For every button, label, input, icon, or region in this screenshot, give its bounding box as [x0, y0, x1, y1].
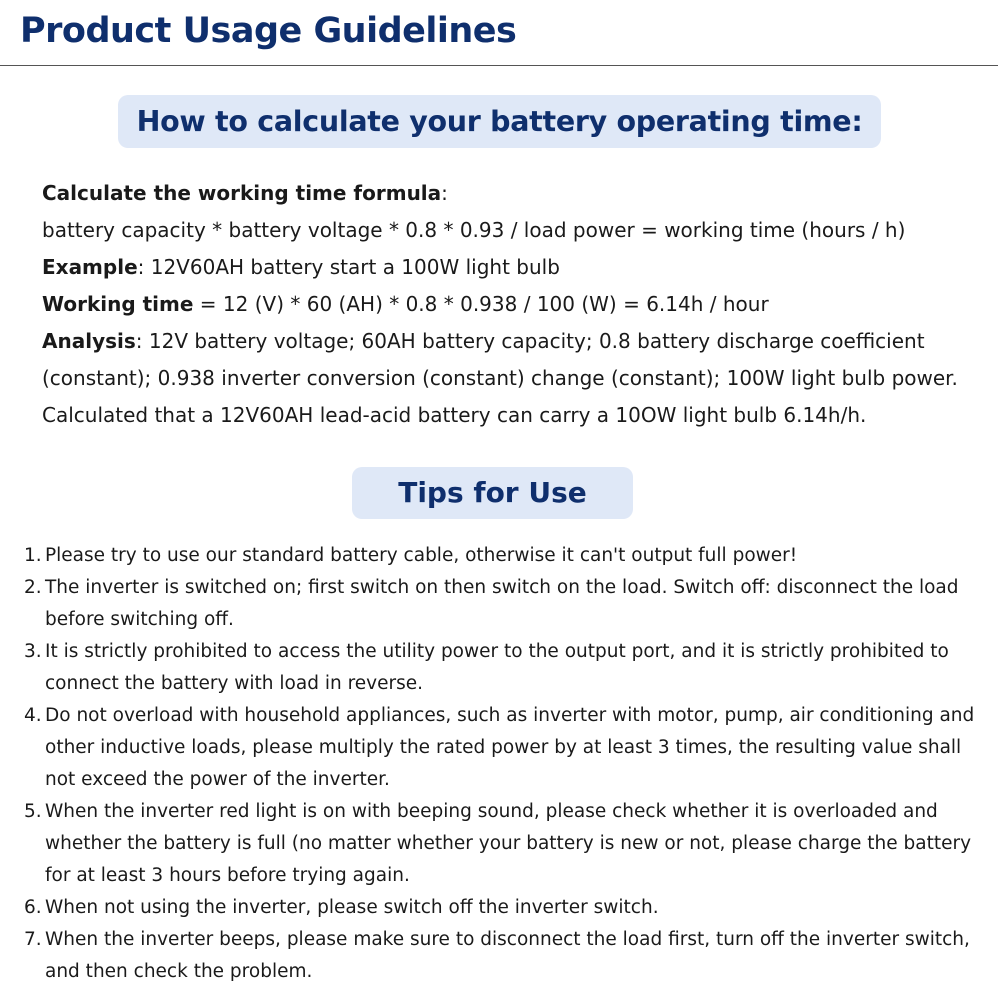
list-item: [24, 540, 984, 572]
working-time-line: [42, 286, 982, 323]
list-item-text: When the inverter beeps, please make sure to disconnect the load first, turn off the inverter switch, and then check the problem.: [45, 929, 970, 982]
page-title: Product Usage Guidelines: [20, 11, 517, 51]
list-item: [24, 796, 984, 892]
list-item-number: 1.: [24, 545, 42, 566]
example-text: : 12V60AH battery start a 100W light bulb: [137, 255, 560, 279]
list-item-number: 6.: [24, 897, 42, 918]
list-item-text: When not using the inverter, please switch off the inverter switch.: [45, 897, 659, 918]
analysis-text-1: : 12V battery voltage; 60AH battery capacity; 0.8 battery discharge coefficient: [135, 329, 925, 353]
analysis-label: Analysis: [42, 329, 136, 353]
list-item-text: Do not overload with household appliances, such as inverter with motor, pump, air conditioning and other inductive loads, please multiply the rated power by at least 3 times, the resulting value shall not exceed the power of the inverter.: [45, 705, 975, 790]
formula-label: Calculate the working time formula: [42, 181, 442, 205]
list-item-text: When the inverter red light is on with beeping sound, please check whether it is overloaded and whether the battery is full (no matter whether your battery is new or not, please charge the battery for at least 3 hours before trying again.: [45, 801, 972, 886]
list-item: [24, 892, 984, 924]
working-time-label: Working time: [42, 292, 194, 316]
title-divider: [0, 65, 998, 66]
analysis-text-2: (constant); 0.938 inverter conversion (constant) change (constant); 100W light bulb power.: [42, 366, 958, 390]
formula-text: battery capacity * battery voltage * 0.8 * 0.93 / load power = working time (hours / h): [42, 218, 906, 242]
list-item-text: The inverter is switched on; first switch on then switch on the load. Switch off: disconnect the load before switching off.: [45, 577, 959, 630]
list-item-number: 2.: [24, 577, 42, 598]
working-time-text: = 12 (V) * 60 (AH) * 0.8 * 0.938 / 100 (W) = 6.14h / hour: [193, 292, 769, 316]
tips-section-banner: Tips for Use: [352, 467, 633, 519]
analysis-text-3: Calculated that a 12V60AH lead-acid battery can carry a 10OW light bulb 6.14h/h.: [42, 403, 867, 427]
list-item-text: Please try to use our standard battery cable, otherwise it can't output full power!: [45, 545, 798, 566]
list-item-number: 4.: [24, 705, 42, 726]
calc-section-banner: How to calculate your battery operating time:: [118, 95, 881, 148]
list-item: [24, 700, 984, 796]
list-item: [24, 572, 984, 636]
list-item: [24, 636, 984, 700]
list-item-text: It is strictly prohibited to access the utility power to the output port, and it is strictly prohibited to connect the battery with load in reverse.: [45, 641, 949, 694]
list-item-number: 3.: [24, 641, 42, 662]
formula-block: [42, 175, 982, 434]
tips-list: [24, 540, 984, 988]
formula-label-suffix: :: [441, 181, 448, 205]
formula-heading-line: [42, 175, 982, 212]
analysis-line: [42, 323, 982, 360]
list-item-number: 5.: [24, 801, 42, 822]
example-label: Example: [42, 255, 138, 279]
list-item-number: 7.: [24, 929, 42, 950]
example-line: [42, 249, 982, 286]
list-item: [24, 924, 984, 988]
